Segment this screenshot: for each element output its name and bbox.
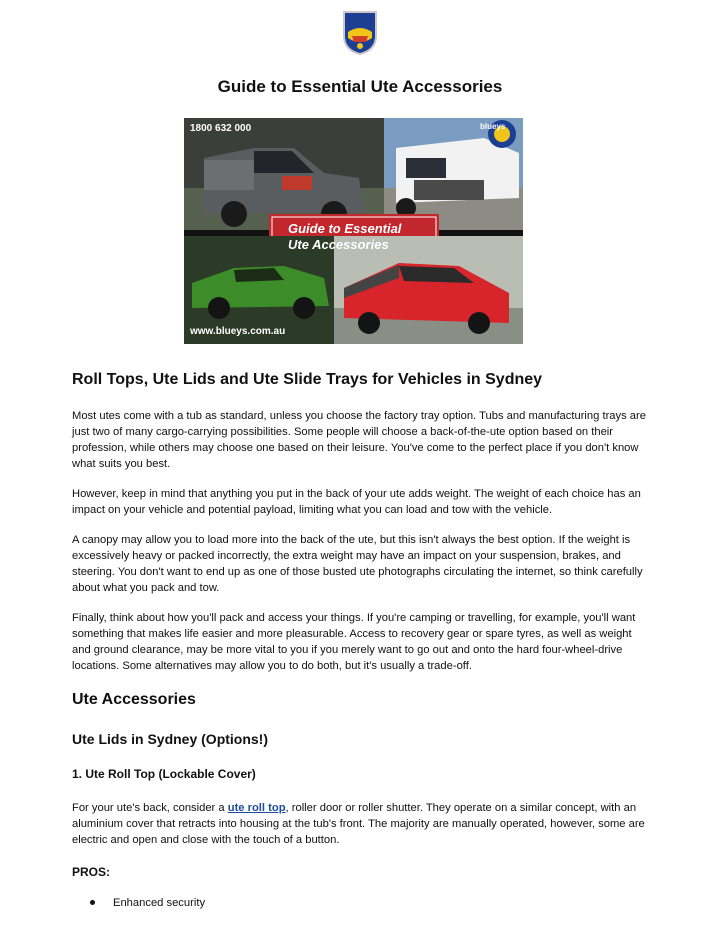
bullet-icon: [90, 900, 95, 905]
paragraph-5-start: For your ute's back, consider a: [72, 802, 228, 814]
paragraph-1: Most utes come with a tub as standard, unless you choose the factory tray option. Tubs and manufacturing trays are just two of many cargo-carrying possibilities. Some people will choose a back-of-the-ute option based on their profession, while others may choose one based on their leisure. You've come to the perfect place if you don't know what suits you best.: [72, 410, 646, 470]
section-heading-ute-accessories: Ute Accessories: [72, 691, 196, 708]
item-heading-roll-top: 1. Ute Roll Top (Lockable Cover): [72, 767, 256, 781]
pros-list-item: [90, 897, 205, 909]
pros-label: PROS:: [72, 865, 111, 879]
hero-image: [184, 118, 523, 344]
hero-phone: 1800 632 000: [190, 123, 252, 134]
paragraph-5: [72, 800, 652, 848]
document-title: Guide to Essential Ute Accessories: [217, 77, 503, 96]
ute-roll-top-link[interactable]: ute roll top: [227, 802, 286, 814]
pros-item-text: Enhanced security: [113, 897, 206, 909]
paragraph-3: A canopy may allow you to load more into the back of the ute, but this isn't always the best option. If the weight is excessively heavy or packed incorrectly, the extra weight may have an impact on your suspension, brakes, and steering. You don't want to end up as one of those busted ute photographs circulating the internet, so think carefully about what you pack and tow.: [72, 534, 643, 594]
blueys-logo-graphic: [338, 6, 382, 56]
hero-banner-line1: Guide to Essential: [288, 221, 402, 236]
hero-website: www.blueys.com.au: [190, 326, 286, 337]
blueys-logo: [338, 6, 382, 56]
paragraph-2: However, keep in mind that anything you put in the back of your ute adds weight. The weight of each choice has an impact on your vehicle and potential payload, limiting what you can load and tow with the vehicle.: [72, 488, 641, 516]
paragraph-4: Finally, think about how you'll pack and access your things. If you're camping or travelling, for example, you'll want something that makes life easier and more pleasurable. Access to recovery gear or spare tyres, as well as weight and ground clearance, may be more vital to you if you merely want to go out and onto the hard four-wheel-drive locations. Some alternatives may allow you to do both, but it's usually a trade-off.: [72, 612, 636, 672]
subheading-ute-lids: Ute Lids in Sydney (Options!): [72, 731, 269, 747]
hero-banner-line2: Ute Accessories: [288, 237, 389, 252]
paragraph-5-end: , roller door or roller shutter. They operate on a similar concept, with an aluminium cover that retracts into housing at the tub's front. The majority are manually operated, however, some are electric and open and close with the touch of a button.: [72, 802, 645, 846]
section-heading-roll-tops: Roll Tops, Ute Lids and Ute Slide Trays for Vehicles in Sydney: [72, 371, 543, 388]
hero-logo-text: blueys: [480, 122, 506, 131]
